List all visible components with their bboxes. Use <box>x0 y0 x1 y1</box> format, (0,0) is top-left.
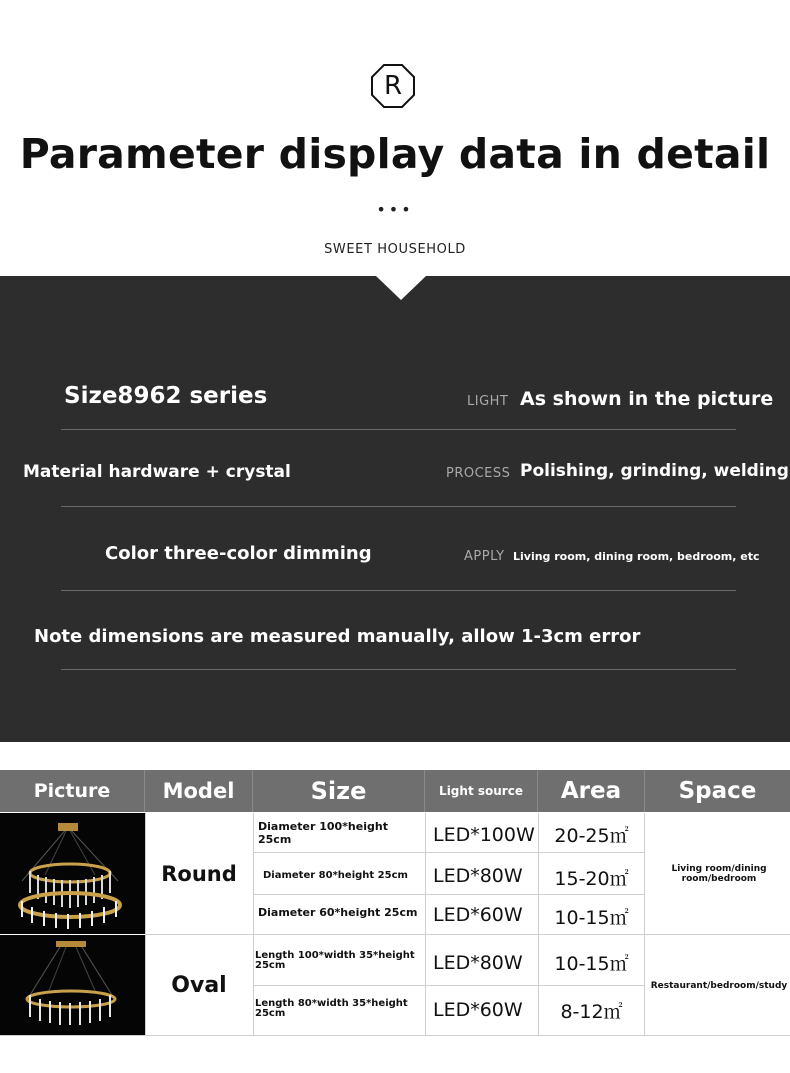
round-light-2: LED*80W <box>433 865 523 887</box>
header-area: Area <box>538 770 645 812</box>
round-size-2: Diameter 80*height 25cm <box>263 869 408 881</box>
spec-divider <box>61 669 736 670</box>
header-model: Model <box>145 770 253 812</box>
oval-area-2: 8-12㎡ <box>560 1000 623 1023</box>
grid-line <box>253 985 645 986</box>
spec-note: Note dimensions are measured manually, allow 1-3cm error <box>34 626 641 647</box>
spec-divider <box>61 506 736 507</box>
spec-divider <box>61 590 736 591</box>
spec-apply-value: Living room, dining room, bedroom, etc <box>513 550 760 563</box>
round-light-3: LED*60W <box>433 904 523 926</box>
spec-divider <box>61 429 736 430</box>
logo-letter: R <box>383 71 403 101</box>
spec-process-value: Polishing, grinding, welding <box>520 461 789 481</box>
grid-line <box>253 894 645 895</box>
spec-material: Material hardware + crystal <box>23 462 291 482</box>
spec-process-label: PROCESS <box>446 466 511 481</box>
model-oval: Oval <box>171 973 227 998</box>
oval-light-2: LED*60W <box>433 999 523 1021</box>
panel-notch <box>376 276 426 300</box>
spec-apply-label: APPLY <box>464 549 505 564</box>
oval-space: Restaurant/bedroom/study <box>650 980 788 991</box>
spec-light-value: As shown in the picture <box>520 388 774 410</box>
parameter-table <box>0 770 790 1036</box>
oval-size-2: Length 80*width 35*height 25cm <box>255 998 408 1019</box>
round-size-1: Diameter 100*height 25cm <box>258 820 388 846</box>
round-size-3: Diameter 60*height 25cm <box>258 905 418 919</box>
spec-panel <box>0 276 790 742</box>
round-light-1: LED*100W <box>433 824 535 846</box>
spec-size: Size8962 series <box>64 383 268 409</box>
page-subtitle: SWEET HOUSEHOLD <box>324 242 466 257</box>
header-picture: Picture <box>0 770 145 812</box>
spec-light-label: LIGHT <box>467 394 509 409</box>
header-size: Size <box>253 770 425 812</box>
oval-chandelier-image <box>0 935 145 1036</box>
round-chandelier-image <box>0 813 145 934</box>
oval-area-1: 10-15㎡ <box>554 952 629 975</box>
oval-light-1: LED*80W <box>433 952 523 974</box>
grid-line <box>253 813 254 1036</box>
round-area-3: 10-15㎡ <box>554 906 629 929</box>
grid-line <box>253 852 645 853</box>
page-title: Parameter display data in detail <box>19 130 771 178</box>
grid-line <box>425 813 426 1036</box>
round-space: Living room/dining room/bedroom <box>671 863 767 884</box>
oval-size-1: Length 100*width 35*height 25cm <box>255 950 415 971</box>
dots-divider: ••• <box>376 200 414 219</box>
round-area-1: 20-25㎡ <box>554 824 629 847</box>
spec-color: Color three-color dimming <box>105 543 372 564</box>
header-light-source: Light source <box>425 770 538 812</box>
model-round: Round <box>161 861 237 886</box>
round-area-2: 15-20㎡ <box>554 867 629 890</box>
header-space: Space <box>645 770 790 812</box>
